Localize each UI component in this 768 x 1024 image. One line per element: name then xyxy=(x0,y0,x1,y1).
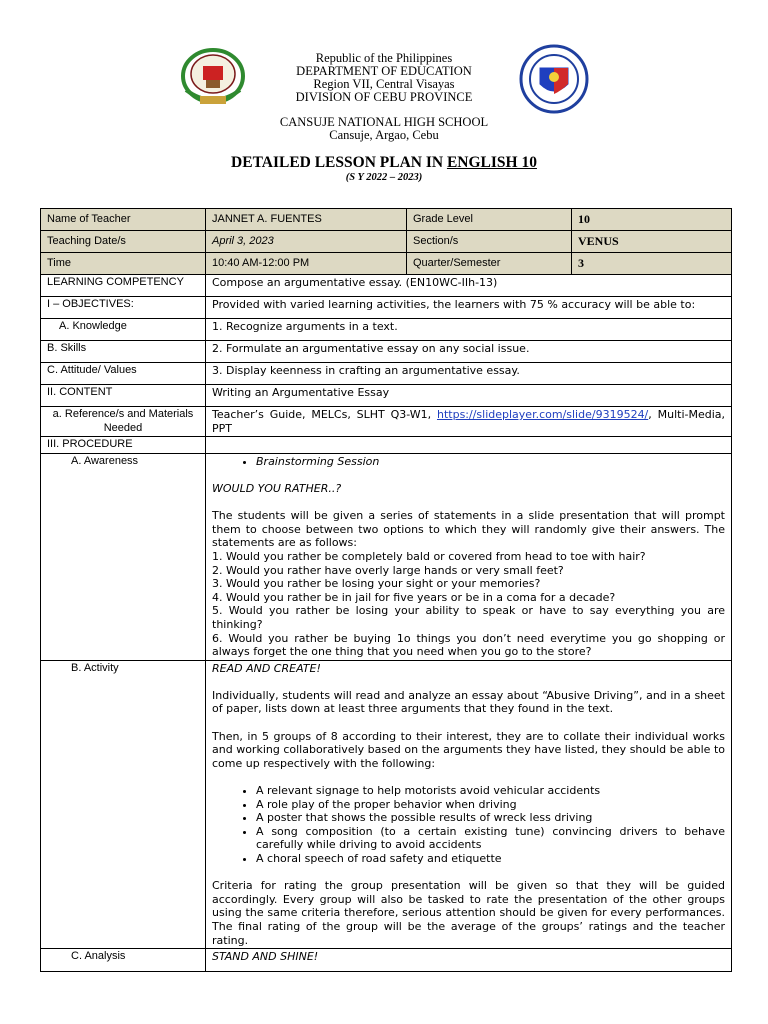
competency-label: LEARNING COMPETENCY xyxy=(41,275,206,297)
awareness-item: 5. Would you rather be losing your ability to speak or have to say everything you are thinking? xyxy=(212,604,725,631)
activity-bullet: • A choral speech of road safety and etiquette xyxy=(256,852,725,866)
reference-label: a. Reference/s and Materials Needed xyxy=(41,407,206,437)
procedure-value xyxy=(206,437,732,454)
region-line: Region VII, Central Visayas xyxy=(313,77,455,91)
school-name: CANSUJE NATIONAL HIGH SCHOOL xyxy=(279,115,489,129)
date-label: Teaching Date/s xyxy=(41,231,206,253)
reference-row xyxy=(41,407,732,437)
competency-row xyxy=(41,275,732,297)
skills-value: 2. Formulate an argumentative essay on any social issue. xyxy=(206,341,732,363)
awareness-item: 2. Would you rather have overly large hands or very small feet? xyxy=(212,563,564,577)
school-address: Cansuje, Argao, Cebu xyxy=(329,128,439,142)
grade-value: 10 xyxy=(572,209,732,231)
analysis-heading: STAND AND SHINE! xyxy=(206,949,732,972)
objectives-label: I – OBJECTIVES: xyxy=(41,297,206,319)
awareness-heading: WOULD YOU RATHER..? xyxy=(212,481,342,495)
skills-row xyxy=(41,341,732,363)
objectives-row xyxy=(41,297,732,319)
awareness-content xyxy=(206,453,732,660)
attitude-label: C. Attitude/ Values xyxy=(41,363,206,385)
objectives-value: Provided with varied learning activities, the learners with 75 % accuracy will be able to: xyxy=(206,297,732,319)
activity-bullet: • A song composition (to a certain existing tune) convincing drivers to behave carefully while driving to avoid accidents xyxy=(256,825,725,852)
awareness-item: 3. Would you rather be losing your sight or your memories? xyxy=(212,577,541,591)
section-value: VENUS xyxy=(572,231,732,253)
info-row-date xyxy=(41,231,732,253)
awareness-row xyxy=(41,453,732,660)
teacher-value: JANNET A. FUENTES xyxy=(206,209,407,231)
activity-paragraph: Then, in 5 groups of 8 according to their interest, they are to collate their individual works and working collaboratively based on the arguments they have listed, they should be able to come up respectively with the following: xyxy=(212,729,725,770)
republic-line: Republic of the Philippines xyxy=(315,51,453,65)
school-block xyxy=(0,116,768,142)
quarter-value: 3 xyxy=(572,253,732,275)
analysis-row xyxy=(41,949,732,972)
activity-bullet: • A role play of the proper behavior when driving xyxy=(256,798,725,812)
grade-label: Grade Level xyxy=(407,209,572,231)
procedure-row xyxy=(41,437,732,454)
info-row-time xyxy=(41,253,732,275)
activity-heading: READ AND CREATE! xyxy=(212,661,321,675)
division-line: DIVISION OF CEBU PROVINCE xyxy=(295,90,473,104)
awareness-label: A. Awareness xyxy=(41,453,206,660)
school-year: (S Y 2022 – 2023) xyxy=(345,172,423,183)
teacher-label: Name of Teacher xyxy=(41,209,206,231)
awareness-bullet: • Brainstorming Session xyxy=(256,455,725,469)
skills-label: B. Skills xyxy=(41,341,206,363)
reference-link[interactable]: https://slideplayer.com/slide/9319524/ xyxy=(436,408,649,421)
department-line: DEPARTMENT OF EDUCATION xyxy=(296,64,472,78)
lesson-plan-table xyxy=(40,208,732,972)
date-value: April 3, 2023 xyxy=(206,231,407,253)
content-label: II. CONTENT xyxy=(41,385,206,407)
activity-row xyxy=(41,660,732,948)
knowledge-label: A. Knowledge xyxy=(41,319,206,341)
activity-bullet: • A relevant signage to help motorists avoid vehicular accidents xyxy=(256,784,725,798)
attitude-row xyxy=(41,363,732,385)
awareness-intro: The students will be given a series of statements in a slide presentation that will prompt them to choose between two options to which they will randomly give their answers. The statements are as follows: xyxy=(212,509,725,550)
analysis-label: C. Analysis xyxy=(41,949,206,972)
attitude-value: 3. Display keenness in crafting an argumentative essay. xyxy=(206,363,732,385)
section-label: Section/s xyxy=(407,231,572,253)
reference-value xyxy=(206,407,732,437)
title-subject: ENGLISH 10 xyxy=(446,154,537,171)
activity-label: B. Activity xyxy=(41,660,206,948)
activity-content xyxy=(206,660,732,948)
letterhead xyxy=(0,52,768,104)
knowledge-value: 1. Recognize arguments in a text. xyxy=(206,319,732,341)
content-row xyxy=(41,385,732,407)
document-title xyxy=(0,154,768,172)
time-value: 10:40 AM-12:00 PM xyxy=(206,253,407,275)
awareness-item: 1. Would you rather be completely bald or covered from head to toe with hair? xyxy=(212,549,646,563)
competency-value: Compose an argumentative essay. (EN10WC-IIh-13) xyxy=(206,275,732,297)
title-prefix: DETAILED LESSON PLAN IN xyxy=(231,154,447,171)
awareness-item: 6. Would you rather be buying 1o things you don’t need everytime you go shopping or always forget the one thing that you need when you go to the store? xyxy=(212,631,725,659)
knowledge-row xyxy=(41,319,732,341)
activity-paragraph: Criteria for rating the group presentation will be given so that they will be guided accordingly. Every group will also be tasked to rate the presentation of the other groups using the same criteria therefore, serious attention should be given for every performances. The final rating of the group will be the average of the groups’ ratings and the teacher rating. xyxy=(212,879,725,947)
activity-bullet: • A poster that shows the possible results of wreck less driving xyxy=(256,811,725,825)
activity-paragraph: Individually, students will read and analyze an essay about “Abusive Driving”, and in a sheet of paper, lists down at least three arguments that they found in the text. xyxy=(212,688,725,716)
awareness-item: 4. Would you rather be in jail for five years or be in a coma for a decade? xyxy=(212,590,616,604)
reference-text-after: , Multi-Media, PPT xyxy=(212,408,725,435)
reference-text: Teacher’s Guide, MELCs, SLHT Q3-W1, xyxy=(212,408,437,421)
quarter-label: Quarter/Semester xyxy=(407,253,572,275)
procedure-label: III. PROCEDURE xyxy=(41,437,206,454)
info-row-teacher xyxy=(41,209,732,231)
time-label: Time xyxy=(41,253,206,275)
content-value: Writing an Argumentative Essay xyxy=(206,385,732,407)
